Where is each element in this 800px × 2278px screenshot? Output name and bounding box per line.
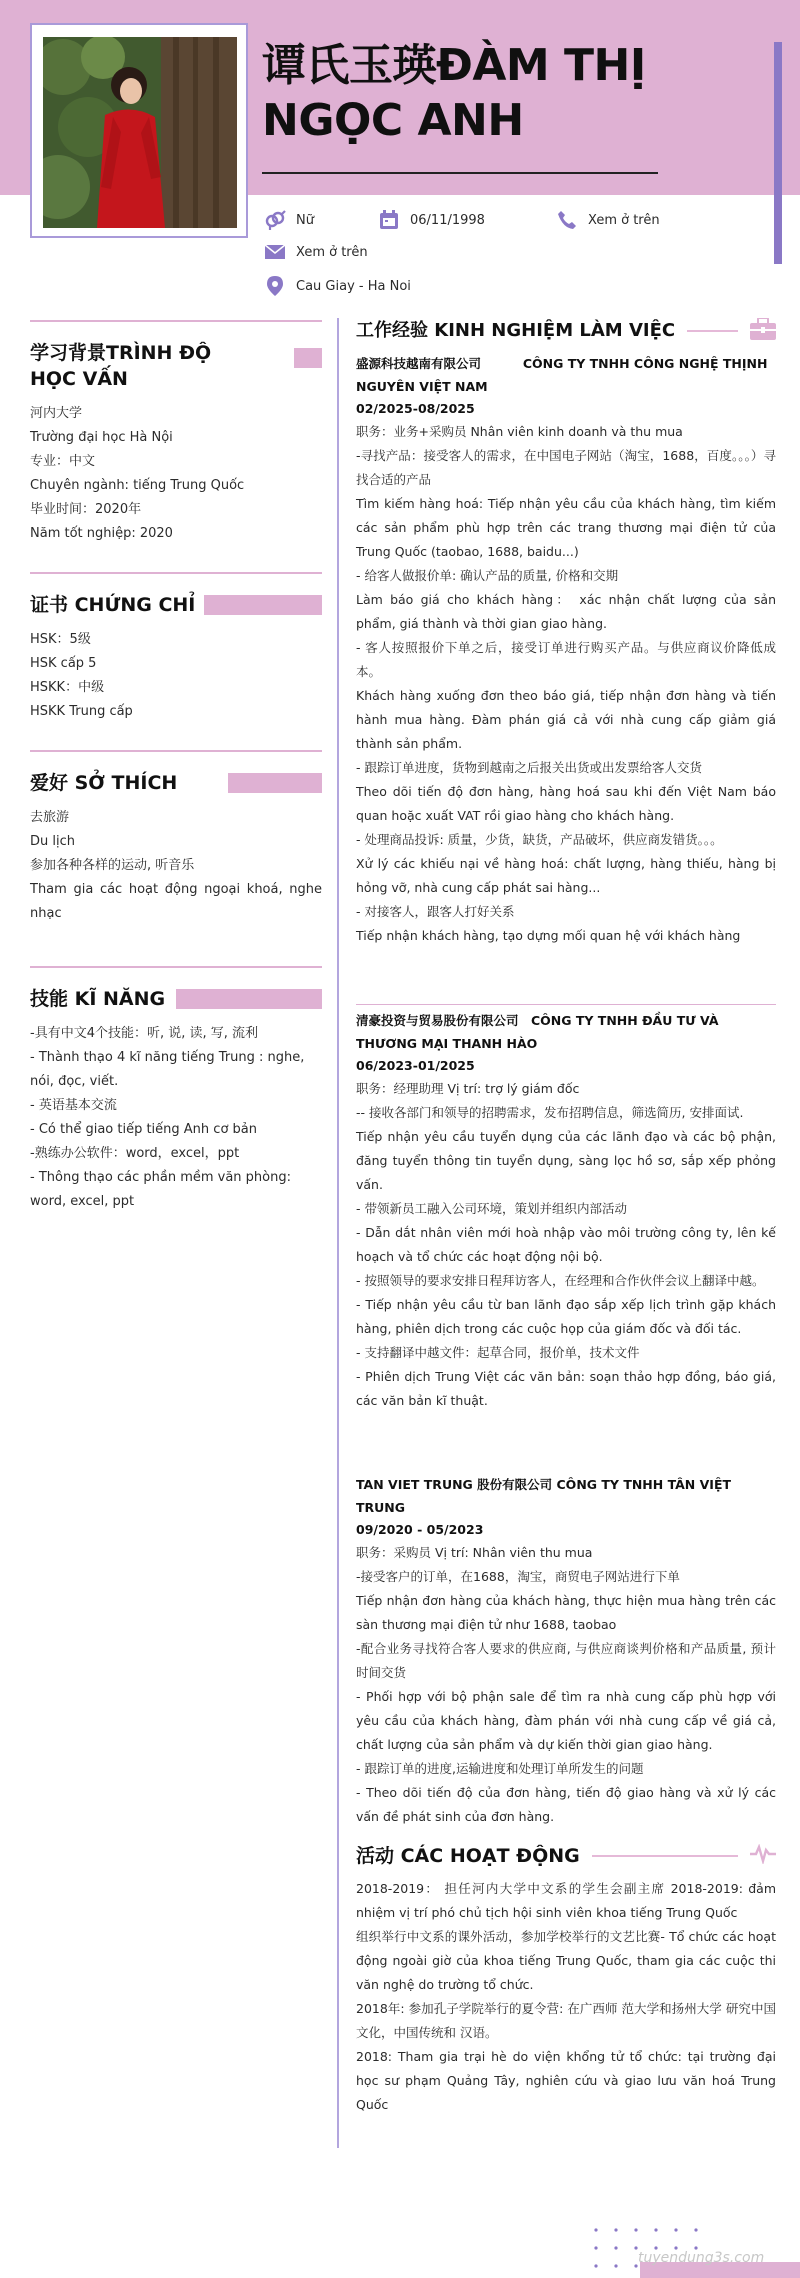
list-item: HSKK Trung cấp [30, 704, 133, 719]
job-line: - 处理商品投诉: 质量，少货，缺货，产品破坏，供应商发错货。。。 [356, 832, 723, 847]
activities-list [356, 1877, 776, 2117]
job-separator [356, 1004, 776, 1005]
job-line: Làm báo giá cho khách hàng： xác nhận chất lượng của sản phẩm, giá thành và thời gian giao hàng. [356, 592, 776, 631]
phone-row [556, 209, 660, 231]
experience-title: 工作经验 KINH NGHIỆM LÀM VIỆC [356, 320, 676, 341]
candidate-name: 谭氏玉瑛ĐÀM THỊ NGỌC ANH [262, 40, 646, 146]
address-value: Cau Giay - Ha Noi [296, 278, 411, 294]
hobbies-list [30, 806, 322, 926]
activities-title: 活动 CÁC HOẠT ĐỘNG [356, 1845, 580, 1867]
skills-section [30, 966, 322, 1214]
job-line: Xử lý các khiếu nại về hàng hoá: chất lượng, hàng thiếu, hàng bị hỏng vỡ, nhà cung cấp phát sai hàng... [356, 856, 776, 895]
profile-photo [43, 37, 237, 228]
list-item: Tham gia các hoạt động ngoại khoá, nghe nhạc [30, 882, 322, 921]
list-item: Du lịch [30, 834, 75, 849]
job-line: Tìm kiếm hàng hoá: Tiếp nhận yêu cầu của khách hàng, tìm kiếm các sản phẩm phù hợp trên các trang thương mại điện tử của Trung Quốc (taobao, 1688, baidu...) [356, 496, 776, 559]
certificates-section [30, 572, 322, 724]
section-rule [30, 750, 322, 752]
section-rule [30, 320, 322, 322]
list-item: - Thành thạo 4 kĩ năng tiếng Trung : nghe, nói, đọc, viết. [30, 1050, 305, 1089]
job-period: 06/2023-01/2025 [356, 1058, 475, 1073]
job-entry [356, 352, 776, 948]
job-line: 职务：业务+采购员 Nhân viên kinh doanh và thu mua [356, 424, 683, 439]
address-row [264, 275, 411, 297]
section-bar [204, 595, 322, 615]
job-line: -- 接收各部门和领导的招聘需求，发布招聘信息，筛选简历, 安排面试. [356, 1105, 744, 1120]
job-line: 职务：经理助理 Vị trí: trợ lý giám đốc [356, 1081, 580, 1096]
job-description [356, 1541, 776, 1829]
list-item: - Có thể giao tiếp tiếng Anh cơ bản [30, 1122, 257, 1137]
section-header [30, 592, 322, 618]
job-line: - 给客人做报价单: 确认产品的质量, 价格和交期 [356, 568, 619, 583]
left-column [30, 320, 322, 1240]
phone-value: Xem ở trên [588, 212, 660, 228]
activity-line: 2018年: 参加孔子学院举行的夏令营: 在广西师 范大学和扬州大学 研究中国文化，中国传统和 汉语。 [356, 2001, 776, 2040]
job-line: - Tiếp nhận yêu cầu từ ban lãnh đạo sắp xếp lịch trình gặp khách hàng, phiên dịch trong các cuộc họp của giám đốc và đối tác. [356, 1297, 776, 1336]
job-line: 职务：采购员 Vị trí: Nhân viên thu mua [356, 1545, 593, 1560]
job-line: Tiếp nhận đơn hàng của khách hàng, thực hiện mua hàng trên các sàn thương mại điện tử như 1688, taobao [356, 1593, 776, 1632]
gender-icon [264, 209, 286, 231]
job-line: - Phiên dịch Trung Việt các văn bản: soạn thảo hợp đồng, báo giá, các văn bản kĩ thuật. [356, 1369, 776, 1408]
email-row [264, 241, 368, 263]
job-line: -配合业务寻找符合客人要求的供应商, 与供应商谈判价格和产品质量, 预计时间交货 [356, 1641, 776, 1680]
job-line: - 带领新员工融入公司环境，策划并组织内部活动 [356, 1201, 627, 1216]
accent-stripe [774, 42, 782, 264]
section-header [30, 770, 322, 796]
job-line: - Dẫn dắt nhân viên mới hoà nhập vào môi trường công ty, lên kế hoạch và tổ chức các hoạt động nội bộ. [356, 1225, 776, 1264]
dob-row [378, 209, 485, 231]
job-line: - 跟踪订单进度，货物到越南之后报关出货或出发票给客人交货 [356, 760, 702, 775]
section-rule [687, 330, 738, 332]
job-line: -接受客户的订单，在1688，淘宝，商贸电子网站进行下单 [356, 1569, 680, 1584]
phone-icon [556, 209, 578, 231]
job-line: -寻找产品：接受客人的需求，在中国电子网站（淘宝，1688，百度。。。）寻找合适的产品 [356, 448, 776, 487]
column-divider [337, 318, 339, 2148]
hobbies-section [30, 750, 322, 926]
job-line: - 客人按照报价下单之后，接受订单进行购买产品。与供应商议价降低成本。 [356, 640, 776, 679]
job-line: - 跟踪订单的进度,运输进度和处理订单所发生的问题 [356, 1761, 644, 1776]
job-line: Khách hàng xuống đơn theo báo giá, tiếp nhận đơn hàng và tiến hành mua hàng. Đàm phán giá cả với nhà cung cấp giảm giá thành sản phẩm. [356, 688, 776, 751]
email-icon [264, 241, 286, 263]
section-bar [228, 773, 322, 793]
gender-value: Nữ [296, 212, 314, 228]
list-item: 毕业时间：2020年 [30, 502, 142, 517]
name-underline [262, 172, 658, 174]
skills-title: 技能 KĨ NĂNG [30, 988, 166, 1010]
job-description [356, 420, 776, 948]
experience-header [356, 318, 776, 344]
list-item: Năm tốt nghiệp: 2020 [30, 526, 173, 541]
list-item: -具有中文4个技能：听, 说, 读, 写, 流利 [30, 1026, 259, 1041]
list-item: 去旅游 [30, 810, 70, 825]
spacer [356, 1413, 776, 1473]
certificates-list [30, 628, 322, 724]
job-period: 09/2020 - 05/2023 [356, 1522, 484, 1537]
profile-photo-frame [30, 23, 248, 238]
activities-header [356, 1843, 776, 1869]
list-item: 参加各种各样的运动, 听音乐 [30, 858, 195, 873]
section-bar [176, 989, 322, 1009]
watermark: tuyendung3s.com [638, 2250, 765, 2266]
location-icon [264, 275, 286, 297]
list-item: - 英语基本交流 [30, 1098, 117, 1113]
briefcase-icon [750, 318, 776, 344]
job-line: Tiếp nhận yêu cầu tuyển dụng của các lãnh đạo và các bộ phận, đăng tuyển thông tin tuyển dụng, sàng lọc hồ sơ, sắp xếp phỏng vấn. [356, 1129, 776, 1192]
list-item: HSK：5级 [30, 632, 91, 647]
list-item: HSK cấp 5 [30, 656, 97, 671]
job-period: 02/2025-08/2025 [356, 401, 475, 416]
calendar-icon [378, 209, 400, 231]
list-item: 专业：中文 [30, 454, 96, 469]
job-line: - 支持翻译中越文件：起草合同，报价单，技术文件 [356, 1345, 640, 1360]
job-company: 盛源科技越南有限公司 CÔNG TY TNHH CÔNG NGHỆ THỊNH NGUYÊN VIỆT NAM [356, 356, 768, 394]
job-line: Tiếp nhận khách hàng, tạo dựng mối quan hệ với khách hàng [356, 928, 741, 943]
activity-line: 2018-2019： 担任河内大学中文系的学生会副主席 2018-2019: đảm nhiệm vị trí phó chủ tịch hội sinh viên khoa tiếng Trung Quốc [356, 1881, 776, 1920]
activity-line: 组织举行中文系的课外活动，参加学校举行的文艺比赛- Tổ chức các hoạt động ngoài giờ của khoa tiếng Trung Quốc, tham gia các cuộc thi văn nghệ do trường tổ chức. [356, 1929, 776, 1992]
section-rule [30, 572, 322, 574]
hobbies-title: 爱好 SỞ THÍCH [30, 772, 178, 794]
section-rule [592, 1855, 738, 1857]
job-line: Theo dõi tiến độ đơn hàng, hàng hoá sau khi đến Việt Nam báo quan hoặc xuất VAT rồi giao hàng cho khách hàng. [356, 784, 776, 823]
gender-row [264, 209, 314, 231]
list-item: - Thông thạo các phần mềm văn phòng: word, excel, ppt [30, 1170, 291, 1209]
right-column [356, 318, 776, 2117]
job-line: - Phối hợp với bộ phận sale để tìm ra nhà cung cấp phù hợp với yêu cầu của khách hàng, đàm phán với nhà cung cấp về giá cả, chất lượng của sản phẩm và dự kiến thời gian giao hàng. [356, 1689, 776, 1752]
list-item: Chuyên ngành: tiếng Trung Quốc [30, 478, 245, 493]
email-value: Xem ở trên [296, 244, 368, 260]
list-item: HSKK：中级 [30, 680, 105, 695]
list-item: -熟练办公软件：word，excel，ppt [30, 1146, 240, 1161]
job-company: 清豪投资与贸易股份有限公司 CÔNG TY TNHH ĐẦU TƯ VÀ THƯƠNG MẠI THANH HÀO [356, 1013, 719, 1051]
job-description [356, 1077, 776, 1413]
dob-value: 06/11/1998 [410, 212, 485, 228]
job-entry [356, 1473, 776, 1829]
section-header [30, 986, 322, 1012]
heartbeat-icon [750, 1844, 776, 1868]
education-list [30, 402, 322, 546]
job-line: - 对接客人，跟客人打好关系 [356, 904, 515, 919]
activity-line: 2018: Tham gia trại hè do viện khổng tử tổ chức: tại trường đại học sư phạm Quảng Tây, nghiên cứu và giao lưu văn hoá Trung Quốc [356, 2049, 776, 2112]
job-company: TAN VIET TRUNG 股份有限公司 CÔNG TY TNHH TÂN VIỆT TRUNG [356, 1477, 732, 1515]
section-header [30, 340, 322, 392]
job-entry [356, 1009, 776, 1413]
section-bar [294, 348, 322, 368]
list-item: Trường đại học Hà Nội [30, 430, 173, 445]
education-section [30, 320, 322, 546]
list-item: 河内大学 [30, 406, 83, 421]
section-rule [30, 966, 322, 968]
job-line: - 按照领导的要求安排日程拜访客人，在经理和合作伙伴会议上翻译中越。 [356, 1273, 765, 1288]
job-line: - Theo dõi tiến độ của đơn hàng, tiến độ giao hàng và xử lý các vấn đề phát sinh của đơn hàng. [356, 1785, 776, 1824]
skills-list [30, 1022, 322, 1214]
certificates-title: 证书 CHỨNG CHỈ [30, 594, 196, 616]
education-title: 学习背景TRÌNH ĐỘ HỌC VẤN [30, 342, 212, 390]
